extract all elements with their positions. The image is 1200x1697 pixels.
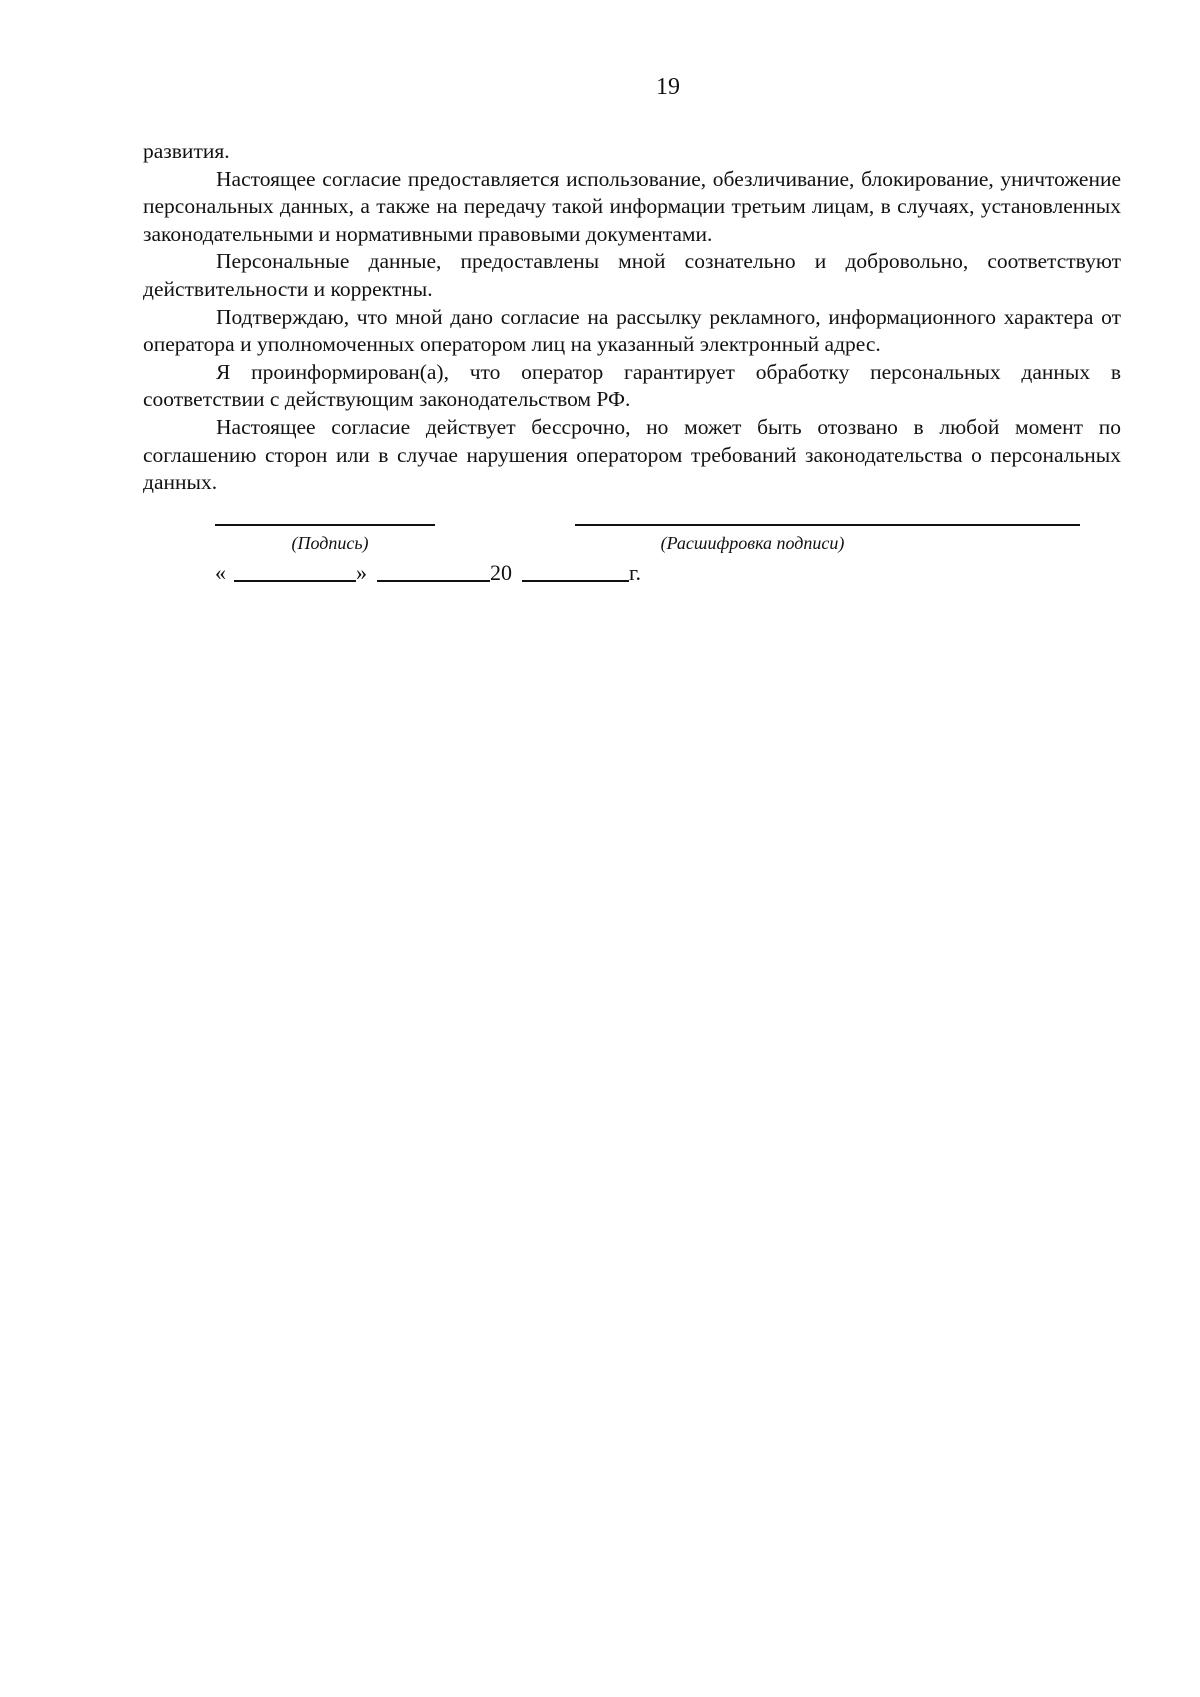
date-open-quote: « <box>215 560 226 585</box>
signature-line <box>215 524 435 526</box>
date-year-prefix: 20 <box>490 560 512 585</box>
paragraph-mailing-consent: Подтверждаю, что мной дано согласие на рассылку рекламного, информационного характера от оператора и уполномоченных оператором лиц на указанный электронный адрес. <box>143 304 1121 357</box>
date-month-blank <box>377 580 490 582</box>
date-year-blank <box>522 580 629 582</box>
paragraph-continuation: развития. <box>143 139 230 163</box>
consent-body <box>143 138 1121 497</box>
paragraph-consent-scope: Настоящее согласие предоставляется использование, обезличивание, блокирование, уничтожение персональных данных, а также на передачу такой информации третьим лицам, в случаях, установленных законодательными и нормативными правовыми документами. <box>143 166 1121 246</box>
paragraph-validity: Настоящее согласие действует бессрочно, но может быть отозвано в любой момент по соглашению сторон или в случае нарушения оператором требований законодательства о персональных данных. <box>143 414 1121 495</box>
paragraph-data-accuracy: Персональные данные, предоставлены мной сознательно и добровольно, соответствуют действительности и корректны. <box>143 249 1121 301</box>
date-day-blank <box>234 580 356 582</box>
page-number: 19 <box>656 74 680 100</box>
signature-decryption-line <box>575 524 1080 526</box>
date-year-suffix: г. <box>629 560 642 585</box>
paragraph-processing-guarantee: Я проинформирован(а), что оператор гарантирует обработку персональных данных в соответствии с действующим законодательством РФ. <box>143 359 1121 412</box>
signature-caption: (Подпись) <box>291 533 369 553</box>
signature-decryption-caption: (Расшифровка подписи) <box>660 533 845 553</box>
date-line <box>215 558 641 588</box>
date-close-quote: » <box>356 560 367 585</box>
